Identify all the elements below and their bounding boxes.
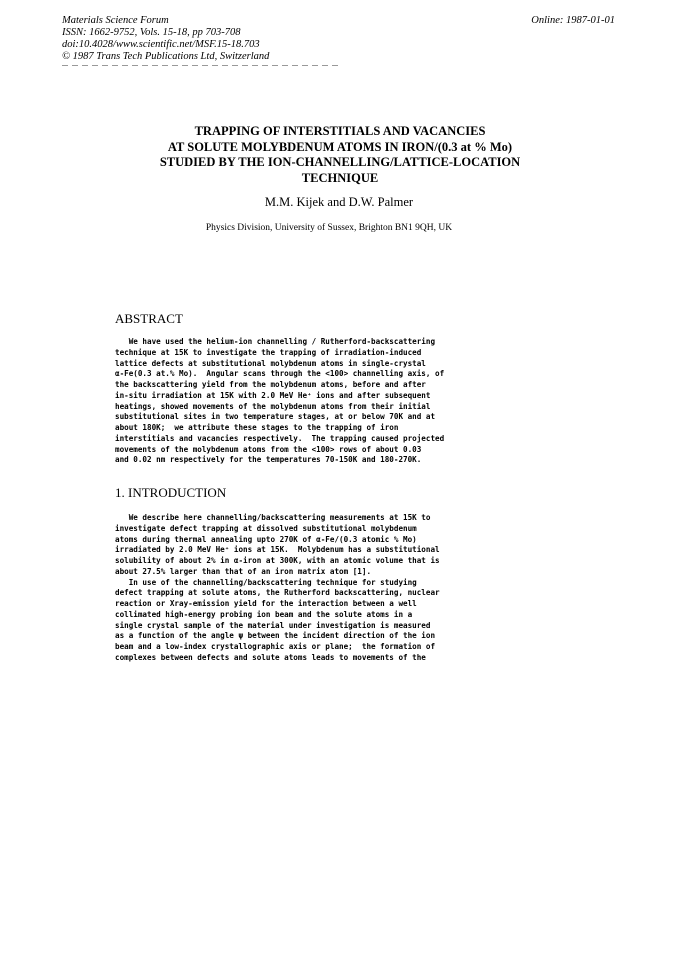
intro-line: defect trapping at solute atoms, the Rutherford backscattering, nuclear <box>115 588 440 598</box>
abstract-body <box>115 337 525 466</box>
abstract-line: in-situ irradiation at 15K with 2.0 MeV He⁺ ions and after subsequent <box>115 390 431 400</box>
online-date: Online: 1987-01-01 <box>531 15 615 26</box>
abstract-line: movements of the molybdenum atoms from the <100> rows of about 0.03 <box>115 444 422 454</box>
abstract-line: about 180K; we attribute these stages to the trapping of iron <box>115 423 399 432</box>
abstract-line: α-Fe(0.3 at.% Mo). Angular scans through the <100> channelling axis, of <box>115 369 445 379</box>
header-divider <box>62 65 342 66</box>
title-line: STUDIED BY THE ION-CHANNELLING/LATTICE-LOCATION <box>159 155 521 169</box>
intro-line: single crystal sample of the material under investigation is measured <box>115 620 431 630</box>
abstract-line: heatings, showed movements of the molybdenum atoms from their initial <box>115 401 431 411</box>
abstract-heading: ABSTRACT <box>115 311 183 326</box>
abstract-line: lattice defects at substitutional molybdenum atoms in single-crystal <box>115 358 426 368</box>
title-line: TRAPPING OF INTERSTITIALS AND VACANCIES <box>194 124 486 138</box>
journal-name: Materials Science Forum <box>62 15 169 26</box>
affiliation: Physics Division, University of Sussex, Brighton BN1 9QH, UK <box>205 223 453 233</box>
intro-line: as a function of the angle ψ between the incident direction of the ion <box>115 631 436 641</box>
title-line: AT SOLUTE MOLYBDENUM ATOMS IN IRON/(0.3 at % Mo) <box>167 139 513 154</box>
intro-line: investigate defect trapping at dissolved substitutional molybdenum <box>115 523 417 533</box>
introduction-body <box>115 513 525 664</box>
intro-line: irradiated by 2.0 MeV He⁺ ions at 15K. Molybdenum has a substitutional <box>115 545 440 555</box>
introduction-heading: 1. INTRODUCTION <box>115 485 227 500</box>
abstract-line: substitutional sites in two temperature stages, at or below 70K and at <box>115 412 436 422</box>
intro-line: beam and a low-index crystallographic axis or plane; the formation of <box>115 642 436 651</box>
publication-info <box>62 15 269 63</box>
title-line: TECHNIQUE <box>301 170 379 185</box>
intro-line: about 27.5% larger than that of an iron matrix atom [1]. <box>115 566 372 576</box>
intro-line: solubility of about 2% in α-iron at 300K, with an atomic volume that is <box>115 556 440 565</box>
intro-line: reaction or Xray-emission yield for the interaction between a well <box>115 599 417 608</box>
authors: M.M. Kijek and D.W. Palmer <box>264 195 414 209</box>
abstract-line: and 0.02 nm respectively for the temperatures 70-150K and 180-270K. <box>115 455 422 465</box>
abstract-line: interstitials and vacancies respectively. The trapping caused projected <box>115 433 445 443</box>
abstract-line: technique at 15K to investigate the trapping of irradiation-induced <box>115 347 422 357</box>
intro-line: complexes between defects and solute atoms leads to movements of the <box>115 652 426 662</box>
intro-line: In use of the channelling/backscattering technique for studying <box>115 577 417 587</box>
intro-line: collimated high-energy probing ion beam and the solute atoms in a <box>115 609 413 619</box>
intro-line: We describe here channelling/backscattering measurements at 15K to <box>115 513 431 522</box>
doi[interactable]: doi:10.4028/www.scientific.net/MSF.15-18.703 <box>62 39 260 50</box>
copyright: © 1987 Trans Tech Publications Ltd, Switzerland <box>62 51 270 62</box>
abstract-line: the backscattering yield from the molybdenum atoms, before and after <box>115 380 426 389</box>
paper-title <box>90 124 590 186</box>
abstract-line: We have used the helium-ion channelling / Rutherford-backscattering <box>115 337 436 346</box>
intro-line: atoms during thermal annealing upto 270K of α-Fe/(0.3 atomic % Mo) <box>115 534 417 544</box>
issn: ISSN: 1662-9752, Vols. 15-18, pp 703-708 <box>62 27 241 38</box>
